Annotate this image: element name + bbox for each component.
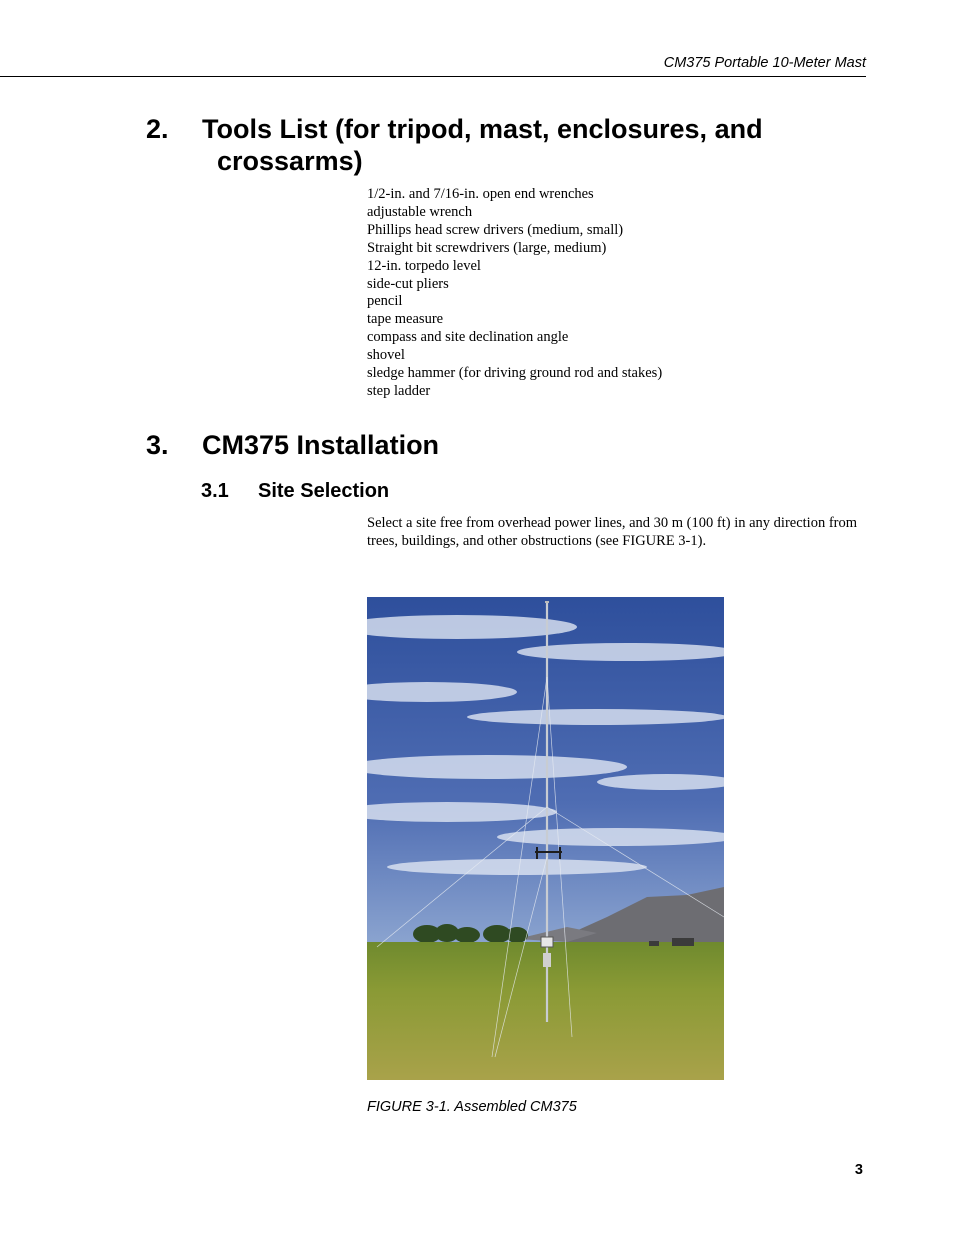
section-heading-installation	[146, 429, 646, 463]
list-item: compass and site declination angle	[367, 329, 569, 346]
tools-list	[367, 186, 662, 401]
list-item: step ladder	[367, 382, 431, 399]
subsection-number: 3.1	[201, 480, 229, 502]
list-item: sledge hammer (for driving ground rod and stakes)	[367, 365, 663, 382]
figure-caption: FIGURE 3-1. Assembled CM375	[367, 1099, 577, 1115]
mast-photo-illustration	[367, 597, 724, 1080]
list-item: Phillips head screw drivers (medium, small)	[367, 221, 624, 238]
section-title-line1: Tools List (for tripod, mast, enclosures, and	[202, 114, 763, 144]
list-item: 1/2-in. and 7/16-in. open end wrenches	[367, 186, 594, 202]
section-number: 3.	[146, 430, 169, 460]
list-item: Straight bit screwdrivers (large, medium)	[367, 239, 607, 256]
section-heading-tools-list	[146, 113, 906, 177]
section-number: 2.	[146, 114, 169, 144]
page-header	[0, 55, 866, 77]
list-item: 12-in. torpedo level	[367, 257, 481, 274]
list-item: adjustable wrench	[367, 203, 473, 220]
subsection-heading-site-selection	[201, 480, 601, 506]
list-item: pencil	[367, 293, 403, 310]
section-title-line2: crossarms)	[217, 146, 363, 176]
list-item: shovel	[367, 347, 405, 364]
subsection-title: Site Selection	[258, 480, 390, 502]
header-title: CM375 Portable 10-Meter Mast	[663, 55, 866, 71]
site-selection-paragraph: Select a site free from overhead power lines, and 30 m (100 ft) in any direction from trees, buildings, and other obstructions (see FIGURE 3-1).	[367, 515, 858, 549]
figure-photo-assembled-mast	[367, 597, 724, 1080]
list-item: tape measure	[367, 311, 444, 328]
section-title: CM375 Installation	[202, 430, 440, 460]
page-number: 3	[854, 1162, 863, 1178]
list-item: side-cut pliers	[367, 275, 449, 292]
